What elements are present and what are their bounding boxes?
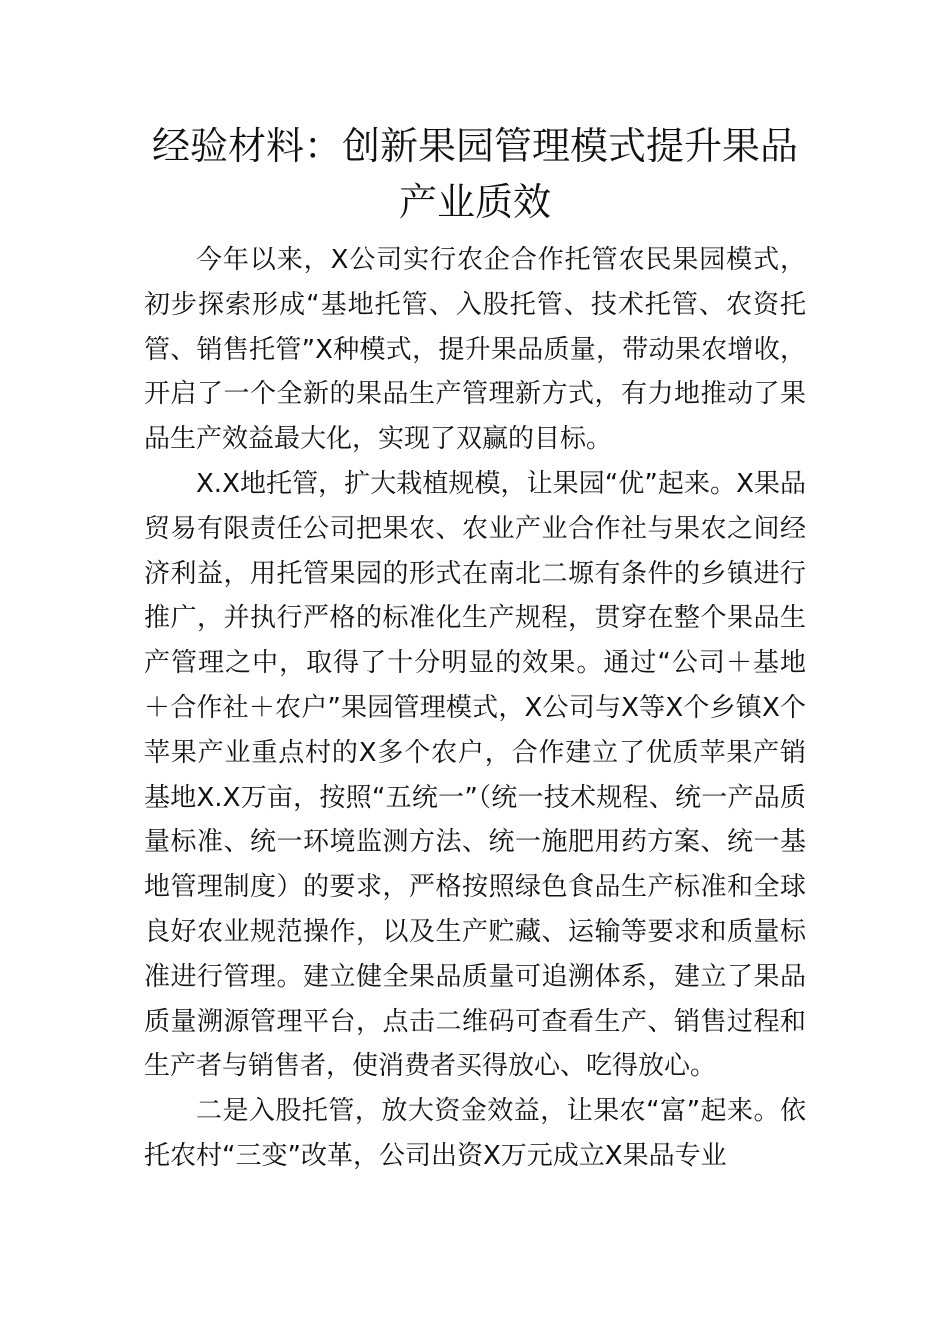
document-body bbox=[144, 238, 806, 1179]
paragraph-base-trusteeship: X.X地托管，扩大栽植规模，让果园“优”起来。X果品贸易有限责任公司把果农、农业产业合作社与果农之间经济利益，用托管果园的形式在南北二塬有条件的乡镇进行推广，并执行严格的标准化生产规程，贯穿在整个果品生产管理之中，取得了十分明显的效果。通过“公司＋基地＋合作社＋农户”果园管理模式，X公司与X等X个乡镇X个苹果产业重点村的X多个农户，合作建立了优质苹果产销基地X.X万亩，按照“五统一”（统一技术规程、统一产品质量标准、统一环境监测方法、统一施肥用药方案、统一基地管理制度）的要求，严格按照绿色食品生产标准和全球良好农业规范操作，以及生产贮藏、运输等要求和质量标准进行管理。建立健全果品质量可追溯体系，建立了果品质量溯源管理平台，点击二维码可查看生产、销售过程和生产者与销售者，使消费者买得放心、吃得放心。 bbox=[144, 468, 806, 1082]
paragraph-intro: 今年以来，X公司实行农企合作托管农民果园模式，初步探索形成“基地托管、入股托管、技术托管、农资托管、销售托管”X种模式，提升果品质量，带动果农增收，开启了一个全新的果品生产管理新方式，有力地推动了果品生产效益最大化，实现了双赢的目标。 bbox=[144, 245, 806, 455]
document-title: 经验材料：创新果园管理模式提升果品产业质效 bbox=[151, 124, 798, 224]
paragraph-equity-trusteeship: 二是入股托管，放大资金效益，让果农“富”起来。依托农村“三变”改革，公司出资X万元成立X果品专业 bbox=[144, 1096, 806, 1171]
